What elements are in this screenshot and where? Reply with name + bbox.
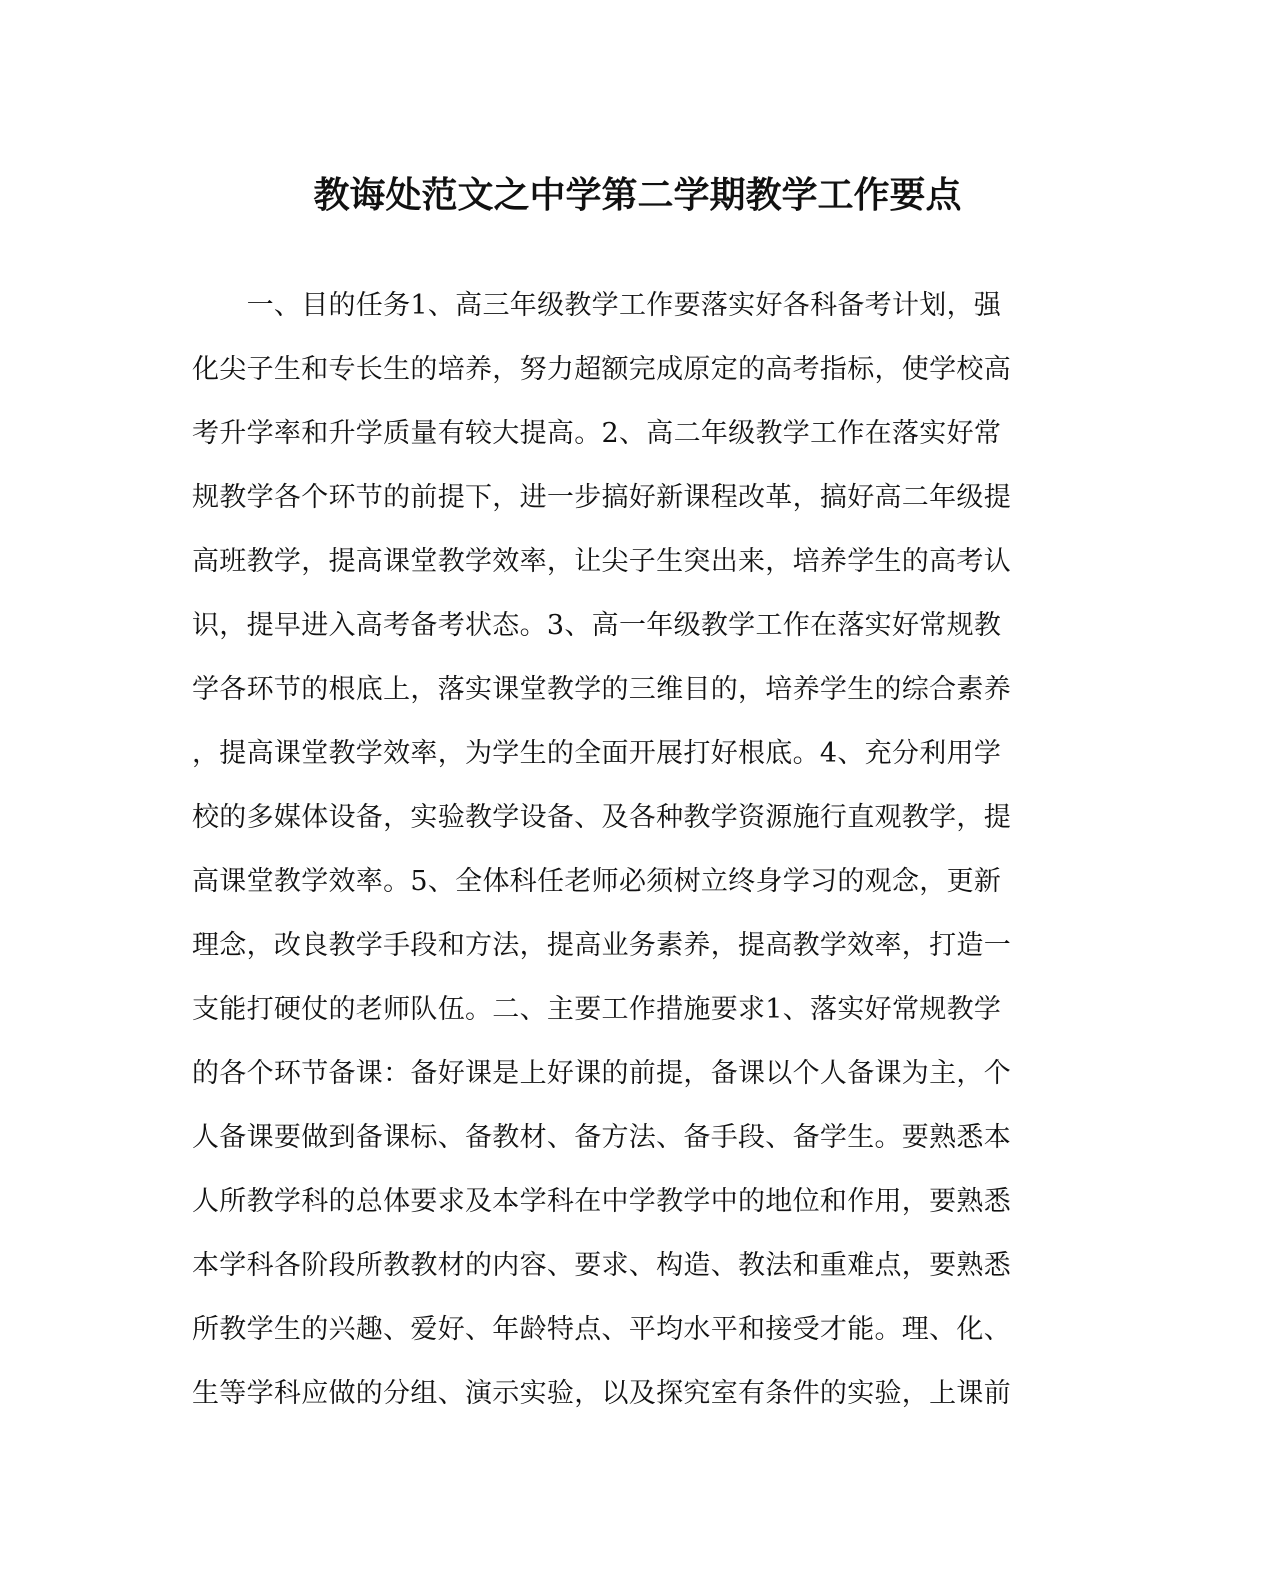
body-line: 本学科各阶段所教教材的内容、要求、构造、教法和重难点，要熟悉	[192, 1250, 1011, 1281]
body-line: 支能打硬仗的老师队伍。二、主要工作措施要求1、落实好常规教学	[192, 994, 1002, 1025]
body-line: 识，提早进入高考备考状态。3、高一年级教学工作在落实好常规教	[192, 610, 1002, 641]
body-line: 理念，改良教学手段和方法，提高业务素养，提高教学效率，打造一	[192, 930, 1011, 961]
body-line: 学各环节的根底上，落实课堂教学的三维目的，培养学生的综合素养	[192, 674, 1011, 705]
body-line: 高课堂教学效率。5、全体科任老师必须树立终身学习的观念，更新	[192, 866, 1002, 897]
document-body	[192, 274, 1062, 1426]
body-line: 一、目的任务1、高三年级教学工作要落实好各科备考计划，强	[192, 290, 1002, 321]
body-line: 化尖子生和专长生的培养，努力超额完成原定的高考指标，使学校高	[192, 354, 1011, 385]
body-line: 人备课要做到备课标、备教材、备方法、备手段、备学生。要熟悉本	[192, 1122, 1011, 1153]
body-line: 所教学生的兴趣、爱好、年龄特点、平均水平和接受才能。理、化、	[192, 1314, 1011, 1345]
body-line: 高班教学，提高课堂教学效率，让尖子生突出来，培养学生的高考认	[192, 546, 1011, 577]
body-line: ，提高课堂教学效率，为学生的全面开展打好根底。4、充分利用学	[192, 738, 1002, 769]
body-line: 人所教学科的总体要求及本学科在中学教学中的地位和作用，要熟悉	[192, 1186, 1011, 1217]
body-line: 考升学率和升学质量有较大提高。2、高二年级教学工作在落实好常	[192, 418, 1002, 449]
body-line: 校的多媒体设备，实验教学设备、及各种教学资源施行直观教学，提	[192, 802, 1011, 833]
body-line: 规教学各个环节的前提下，进一步搞好新课程改革，搞好高二年级提	[192, 482, 1011, 513]
body-line: 生等学科应做的分组、演示实验，以及探究室有条件的实验，上课前	[192, 1378, 1011, 1409]
document-title: 教诲处范文之中学第二学期教学工作要点	[313, 174, 962, 216]
body-line: 的各个环节备课：备好课是上好课的前提，备课以个人备课为主，个	[192, 1058, 1011, 1089]
